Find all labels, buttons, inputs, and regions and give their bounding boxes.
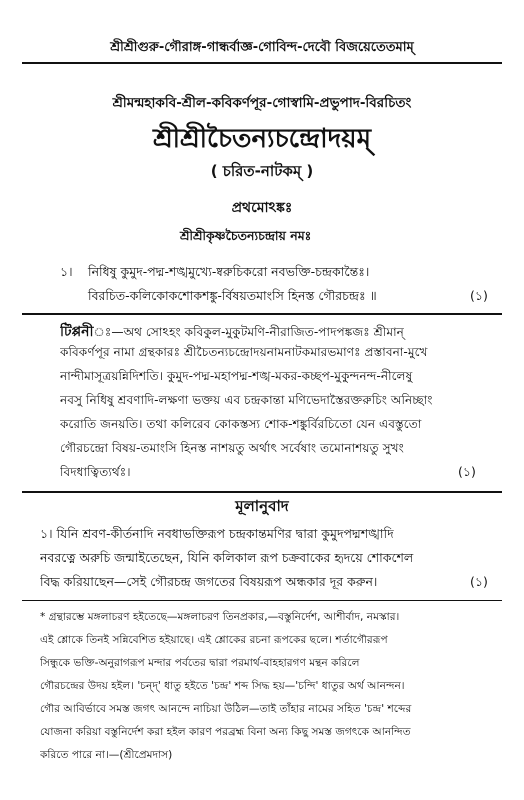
commentary-line: করোতি জনয়তি। তথা কলিরেব কোকস্তস্য শোক-শঙ্কুর্বিরচিতো যেন এবস্তুতো (60, 417, 422, 431)
translation-heading: মূলানুবাদ (235, 497, 289, 515)
commentary-text: ঃ—অথ সোঽহং কবিকুল-মুকুটমণি-নীরাজিত-পাদপঙ্কজঃ শ্রীমান্ (93, 325, 404, 339)
verse-line-2: বিরচিত-কলিকোকশোকশঙ্কু-র্বিষয়তমাংসি হিনস্ত গৌরচন্দ্রঃ ॥ (88, 288, 377, 303)
page-title: শ্রীশ্রীচৈতন্যচন্দ্রোদয়ম্ (152, 124, 372, 154)
commentary-line: কবিকর্ণপূর নামা গ্রন্থকারঃ শ্রীচৈতন্যচন্দ্রোদয়নামনাটকমারভমাণঃ প্রস্তাবনা-মুখে (60, 345, 428, 359)
invocation-line: শ্রীশ্রীকৃষ্ণচৈতন্যচন্দ্রায় নমঃ (180, 228, 312, 243)
commentary-line: গৌরচন্দ্রো বিষয়-তমাংসি হিনস্ত নাশয়তু অর্থাৎ সর্বেষাং তমোনাশয়তু সুখং (60, 441, 404, 455)
translation-line: বিদ্ধ করিয়াছেন—সেই গৌরচন্দ্র জগতের বিষয়রূপ অন্ধকার দূর করুন। (40, 574, 378, 589)
footnote-line: সিন্ধুকে ভক্তি-অনুরাগরূপ মন্দার পর্বতের দ্বারা পরমার্থ-বাহহারগণ মন্থন করিলে (40, 657, 360, 669)
translation-line: নবরত্নে অরুচি জন্মাইতেছেন, যিনি কলিকাল রূপ চক্রবাকের হৃদয়ে শোকশেল (40, 550, 414, 565)
commentary-line: বিদধাত্বিত্যর্থঃ। (60, 465, 131, 479)
top-divider (22, 62, 502, 64)
act-heading: প্রথমোঽঙ্কঃ (231, 200, 293, 216)
commentary-line: নবসু নিধিষু শ্রবণাদি-লক্ষণা ভক্তয় এব চন্দ্রকান্তা মণিভেদাস্তৈরক্তরুচিং অনিচ্ছাং (60, 393, 433, 407)
commentary-divider (22, 491, 502, 493)
footnote-line: যোজনা করিয়া বস্তুনির্দেশ করা হইল কারণ পরব্রহ্ম বিনা অন্য কিছু সমস্ত জগৎকে আনন্দিত (40, 726, 411, 738)
footnote-line: গৌরচন্দ্রের উদয় হইল। 'চন্দ্' ধাতু হইতে 'চন্দ্র' শব্দ সিদ্ধ হয়—'চন্দি' ধাতুর অর্থ আনন্দন। (40, 680, 405, 692)
verse-number: ১। (60, 264, 73, 279)
footnote-line: এই শ্লোকে তিনই সন্নিবেশিত হইয়াছে। এই শ্লোকের রচনা রূপকের ছলে। শর্তাগৌররূপ (40, 634, 388, 646)
blessing-line: শ্রীশ্রীগুরু-গৌরাঙ্গ-গান্ধর্বাজ্ঞ-গোবিন্দ-দেবৌ বিজয়েতেতমাম্ (110, 40, 414, 55)
commentary-line (60, 320, 490, 344)
subtitle: ( চরিত-নাটকম্ ) (210, 162, 314, 180)
footnote-divider (22, 600, 502, 601)
footnote-line: গৌর আবির্ভাবে সমস্ত জগৎ আনন্দে নাচিয়া উঠিল—তাই তাঁহার নামের সহিত 'চন্দ্র' শব্দের (40, 703, 412, 715)
verse-divider (22, 313, 502, 315)
commentary-line: নান্দীমাসূত্রয়ন্নিদিশতি। কুমুদ-পদ্ম-মহাপদ্ম-শঙ্খ-মকর-কচ্ছপ-মুকুন্দনন্দ-নীলেষু (60, 369, 413, 383)
translation-end-number: (১) (470, 574, 488, 589)
translation-line: ১। যিনি শ্রবণ-কীর্তনাদি নবধাভক্তিরূপ চন্দ্রকান্তমণির দ্বারা কুমুদপদ্মশঙ্খাদি (40, 526, 394, 541)
footnote-line: * গ্রন্থারম্ভে মঙ্গলাচরণ হইতেছে—মঙ্গলাচরণ তিনপ্রকার,—বস্তুনির্দেশ, আশীর্বাদ, নমস্কার। (40, 611, 400, 623)
commentary-end-number: (১) (458, 464, 476, 479)
verse-line-1: নিধিষু কুমুদ-পদ্ম-শঙ্খমুখ্যে-ষ্বরুচিকরো নবভক্তি-চন্দ্রকান্তৈঃ। (88, 264, 370, 279)
author-line: শ্রীমন্মহাকবি-শ্রীল-কবিকর্ণপূর-গোস্বামি-প্রভুপাদ-বিরচিতং (112, 95, 412, 111)
verse-end-number: (১) (470, 288, 488, 303)
footnote-line: করিতে পারে না।—(শ্রীপ্রেমদাস) (40, 749, 173, 761)
commentary-label: টিপ্পনী (60, 324, 94, 340)
